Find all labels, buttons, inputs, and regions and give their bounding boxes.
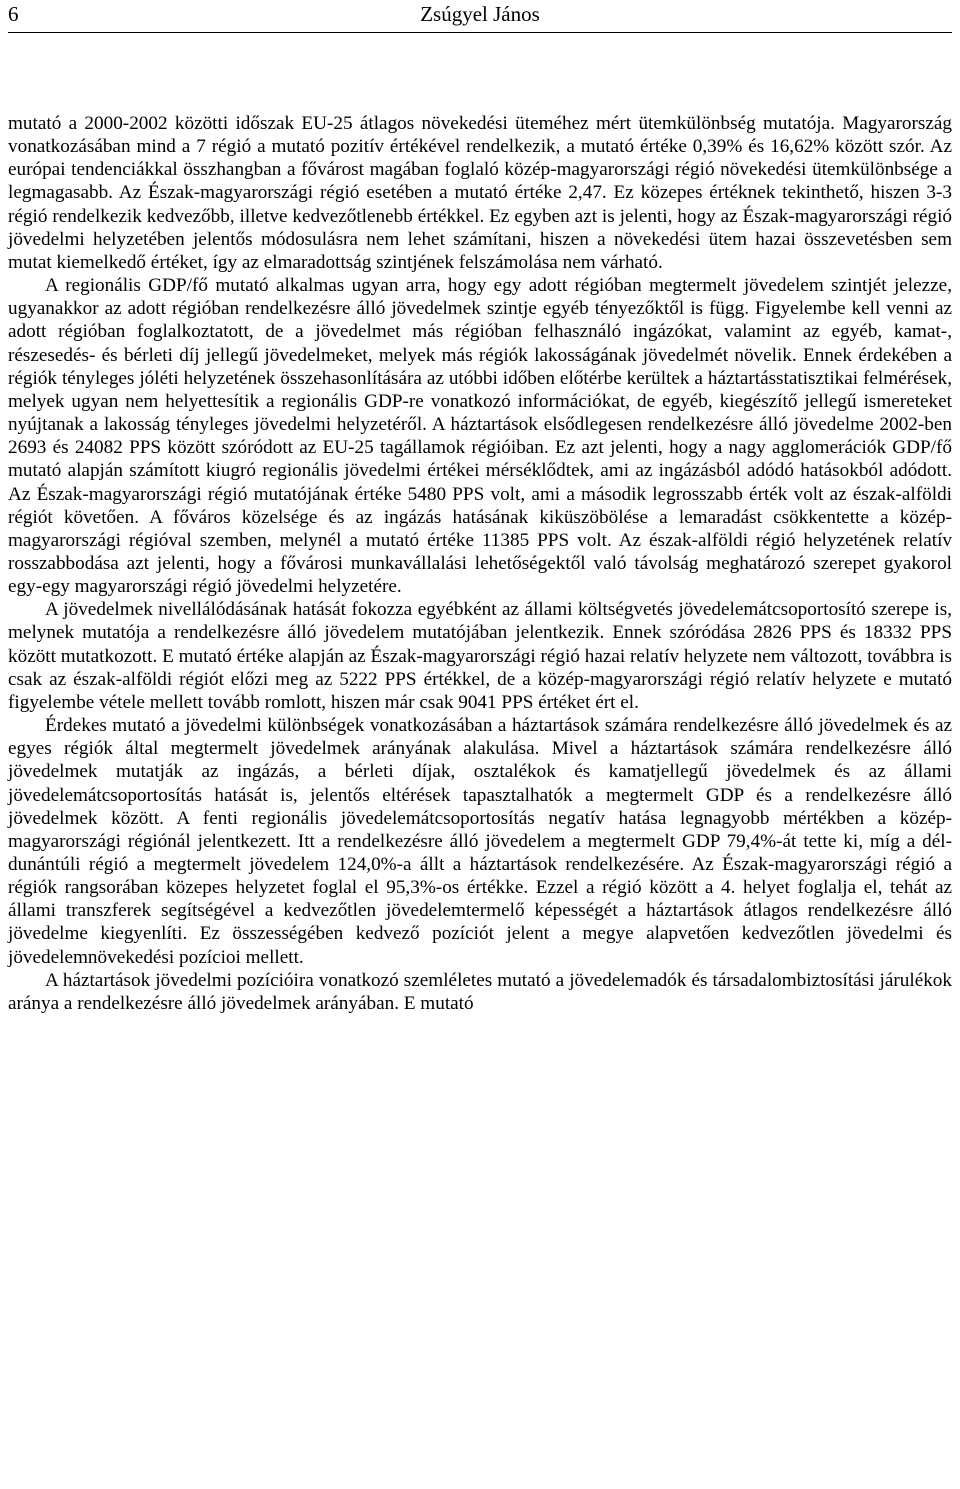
page-number: 6 xyxy=(8,2,19,26)
paragraph-5: A háztartások jövedelmi pozícióira vonatkozó szemléletes mutató a jövedelemadók és társadalombiztosítási járulékok aránya a rendelkezésre álló jövedelmek arányában. E mutató xyxy=(8,969,952,1014)
paragraph-2: A regionális GDP/fő mutató alkalmas ugyan arra, hogy egy adott régióban megtermelt jövedelem szintjét jelezze, ugyanakkor az adott régióban rendelkezésre álló jövedelmek szintje egyéb tényezőktől is függ. Figyelembe kell venni az adott régióban foglalkoztatott, de a jövedelmet más régióban felhasználó ingázókat, valamint az egyéb, kamat-, részesedés- és bérleti díj jellegű jövedelmeket, melyek más régiók lakosságának jövedelmét növelik. Ennek érdekében a régiók tényleges jóléti helyzetének összehasonlítására az utóbbi időben előtérbe kerültek a háztartásstatisztikai felmérések, melyek ugyan nem helyettesítik a regionális GDP-re vonatkozó információkat, de egyéb, kiegészítő jellegű ismereteket nyújtanak a lakosság tényleges jövedelmi helyzetéről. A háztartások elsődlegesen rendelkezésre álló jövedelme 2002-ben 2693 és 24082 PPS között szóródott az EU-25 tagállamok régióiban. Ez azt jelenti, hogy a nagy agglomerációk GDP/fő mutató alapján számított kiugró regionális jövedelmi értékei mérséklődtek, ami az ingázásból adódó hatásokból adódott. Az Észak-magyarországi régió mutatójának értéke 5480 PPS volt, ami a második legrosszabb érték volt az észak-alföldi régiót követően. A főváros közelsége és az ingázás hatásának kiküszöbölése a lemaradást csökkentette a közép-magyarországi régióval szemben, melynél a mutató értéke 11385 PPS volt. Az észak-alföldi régió helyzetének relatív rosszabbodása azt jelenti, hogy a fővárosi munkavállalási lehetőségektől való távolság meghatározó szerepet gyakorol egy-egy magyarországi régió jövedelmi helyzetére. xyxy=(8,275,952,598)
paragraph-1: mutató a 2000-2002 közötti időszak EU-25 átlagos növekedési üteméhez mért ütemkülönbség mutatója. Magyarország vonatkozásában mind a 7 régió a mutató pozitív értékével rendelkezik, a mutató értéke 0,39% és 16,62% között szór. Az európai tendenciákkal összhangban a fővárost magában foglaló közép-magyarországi régió növekedési ütemkülönbsége a legmagasabb. Az Észak-magyarországi régió esetében a mutató értéke 2,47. Ez közepes értéknek tekinthető, hiszen 3-3 régió rendelkezik kedvezőbb, illetve kedvezőtlenebb értékkel. Ez egyben azt is jelenti, hogy az Észak-magyarországi régió jövedelmi helyzetében jelentős módosulásra nem lehet számítani, hiszen a növekedési ütem hazai összevetésben sem mutat kiemelkedő értéket, így az elmaradottság szintjének felszámolása nem várható. xyxy=(8,113,952,273)
paragraph-3: A jövedelmek nivellálódásának hatását fokozza egyébként az állami költségvetés jövedelemátcsoportosító szerepe is, melynek mutatója a rendelkezésre álló jövedelem mutatójában jelentkezik. Ennek szóródása 2826 PPS és 18332 PPS között mutatkozott. E mutató értéke alapján az Észak-magyarországi régió hazai relatív helyzete nem változott, továbbra is csak az észak-alföldi régiót előzi meg az 5222 PPS értékkel, de a közép-magyarországi régió relatív helyzete e mutató figyelembe vétele mellett tovább romlott, hiszen már csak 9041 PPS értéket ért el. xyxy=(8,599,952,713)
page-header xyxy=(8,0,952,32)
body-text xyxy=(8,112,952,1015)
paragraph-4: Érdekes mutató a jövedelmi különbségek vonatkozásában a háztartások számára rendelkezésre álló jövedelmek és az egyes régiók által megtermelt jövedelmek arányának alakulása. Mivel a háztartások számára rendelkezésre álló jövedelmek mutatják az ingázás, a bérleti díjak, osztalékok és kamatjellegű jövedelmek és az állami jövedelemátcsoportosítás hatását is, jelentős eltérések tapasztalhatók a megtermelt GDP és a rendelkezésre álló jövedelmek között. A fenti regionális jövedelemátcsoportosítás negatív hatása legnagyobb mértékben a közép-magyarországi régiónál jelentkezett. Itt a rendelkezésre álló jövedelem a megtermelt GDP 79,4%-át tette ki, míg a dél-dunántúli régió a megtermelt jövedelem 124,0%-a állt a háztartások rendelkezésére. Az Észak-magyarországi régió a régiók rangsorában közepes helyzetet foglal el 95,3%-os értékke. Ezzel a régió között a 4. helyet foglalja el, tehát az állami transzferek segítségével a kedvezőtlen jövedelemtermelő képességét a háztartások átlagos rendelkezésre álló jövedelme kiegyenlíti. Ez összességében kedvező pozíciót jelent a megye alapvetően kedvezőtlen jövedelmi és jövedelemnövekedési pozícioi mellett. xyxy=(8,715,952,968)
running-title: Zsúgyel János xyxy=(420,2,540,26)
header-rule xyxy=(8,32,952,33)
